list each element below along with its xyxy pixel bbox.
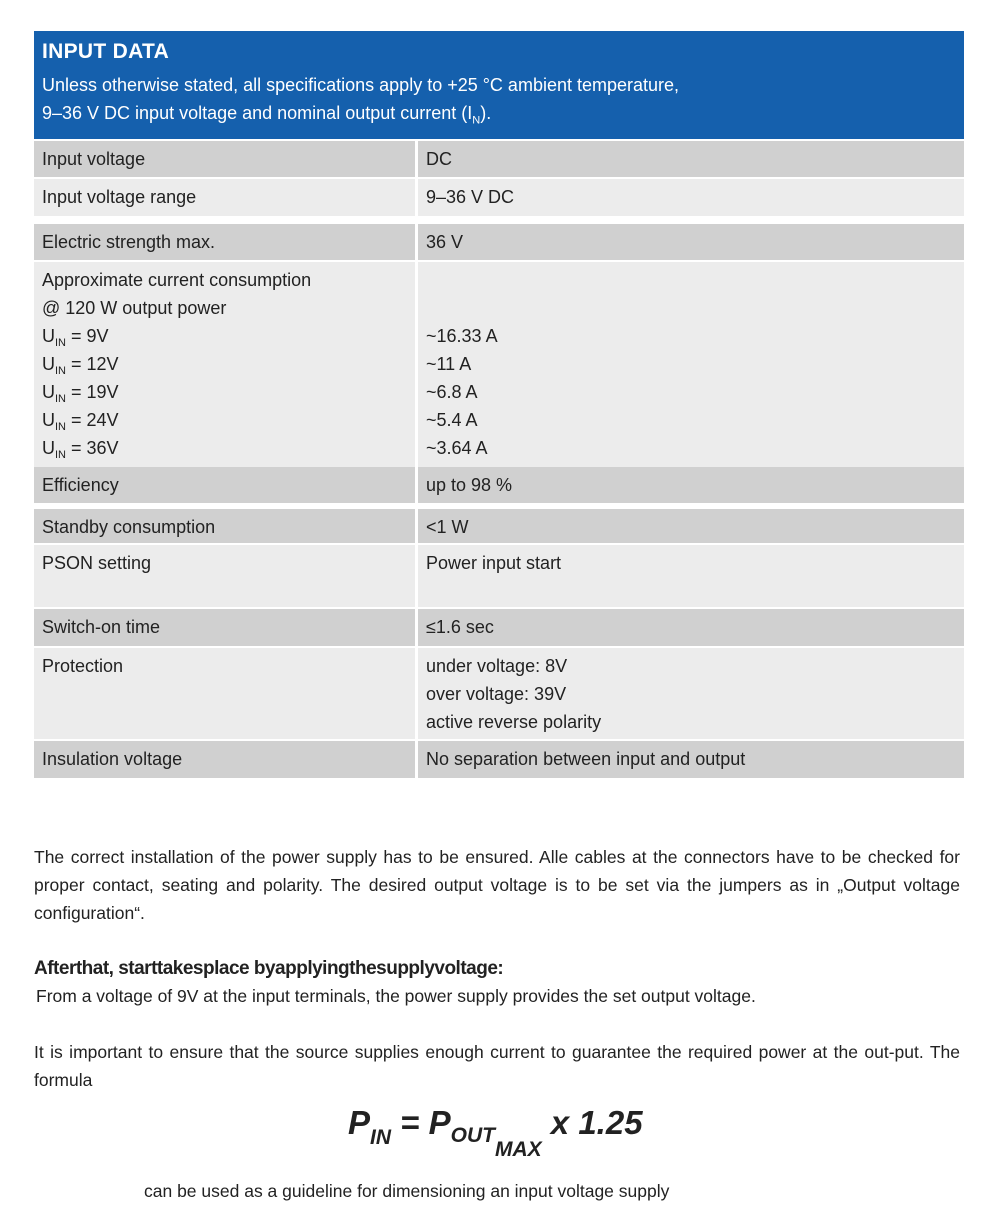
- consumption-cond: $U_{IN} = 36V$: [42, 438, 119, 461]
- consumption-cond: $U_{IN} = 24V$: [42, 410, 119, 433]
- row-value: No separation between input and output: [418, 741, 964, 778]
- consumption-value: ~16.33 A: [426, 326, 498, 346]
- subtitle-line-2-end: ).: [480, 103, 492, 123]
- row-value: 36 V: [418, 224, 964, 260]
- table-row: [34, 509, 964, 543]
- row-label: Switch-on time: [34, 609, 415, 646]
- table-row: [34, 741, 964, 778]
- row-value: 9–36 V DC: [418, 179, 964, 216]
- protection-value: active reverse polarity: [426, 712, 602, 732]
- table-row: [34, 648, 964, 739]
- row-value: Power input start: [418, 545, 964, 607]
- subtitle-line-2: [42, 103, 492, 127]
- formula-equals: =: [391, 1104, 429, 1141]
- protection-value: under voltage: 8V: [426, 656, 568, 676]
- section-title: INPUT DATA: [42, 40, 170, 63]
- row-value: DC: [418, 141, 964, 177]
- formula-out-subscript: OUT: [450, 1124, 495, 1147]
- table-row: [34, 467, 964, 503]
- row-label: Efficiency: [34, 467, 415, 503]
- formula-p-out: P: [428, 1104, 451, 1141]
- row-label: Insulation voltage: [34, 741, 415, 778]
- row-value: [418, 648, 964, 739]
- protection-value: over voltage: 39V: [426, 684, 567, 704]
- formula-factor: x 1.25: [541, 1104, 643, 1141]
- row-label: Input voltage: [34, 141, 415, 177]
- consumption-value: ~3.64 A: [426, 438, 488, 458]
- formula-max-subscript: MAX: [494, 1138, 542, 1161]
- consumption-label-2: @ 120 W output power: [42, 298, 227, 318]
- row-value: ≤1.6 sec: [418, 609, 964, 646]
- row-value: [418, 262, 964, 467]
- formula-in-subscript: IN: [370, 1126, 392, 1149]
- row-value: <1 W: [418, 509, 964, 543]
- table-row: [34, 141, 964, 177]
- input-data-header: [34, 31, 964, 139]
- row-label: [34, 262, 415, 467]
- subtitle-line-2-text: 9–36 V DC input voltage and nominal output current (I: [42, 103, 473, 123]
- start-heading: Afterthat, starttakesplace byapplyingthesupplyvoltage:: [34, 958, 504, 979]
- consumption-value: ~6.8 A: [426, 382, 478, 402]
- power-formula: [348, 1104, 643, 1161]
- table-row: [34, 545, 964, 607]
- consumption-cond: $U_{IN} = 19V$: [42, 382, 119, 405]
- start-paragraph: From a voltage of 9V at the input terminals, the power supply provides the set output voltage.: [36, 986, 756, 1006]
- table-row: [34, 179, 964, 216]
- row-label: Standby consumption: [34, 509, 415, 543]
- table-row: [34, 262, 964, 467]
- table-row: [34, 609, 964, 646]
- row-label: Electric strength max.: [34, 224, 415, 260]
- table-row: [34, 224, 964, 260]
- section-subtitle: [42, 71, 964, 135]
- installation-paragraph: The correct installation of the power supply has to be ensured. Alle cables at the connectors have to be checked for proper contact, seating and polarity. The desired output voltage is to be set via the jumpers as in „Output voltage configuration“.: [34, 847, 960, 923]
- consumption-cond: $U_{IN} = 12V$: [42, 354, 119, 377]
- row-label: [34, 648, 415, 739]
- formula-intro-paragraph: It is important to ensure that the source supplies enough current to guarantee the required power at the out-put. The formula: [34, 1042, 960, 1090]
- formula-caption: can be used as a guideline for dimensioning an input voltage supply: [144, 1181, 670, 1201]
- subtitle-line-1: Unless otherwise stated, all specifications apply to +25 °C ambient temperature,: [42, 75, 680, 95]
- row-label: PSON setting: [34, 545, 415, 607]
- formula-p-in: P: [348, 1104, 371, 1141]
- subtitle-subscript: N: [472, 114, 481, 127]
- consumption-label-1: Approximate current consumption: [42, 270, 312, 290]
- protection-label: Protection: [42, 656, 124, 676]
- row-value: up to 98 %: [418, 467, 964, 503]
- row-label: Input voltage range: [34, 179, 415, 216]
- consumption-value: ~11 A: [426, 354, 472, 374]
- consumption-value: ~5.4 A: [426, 410, 478, 430]
- consumption-cond: $U_{IN} = 9V$: [42, 326, 109, 349]
